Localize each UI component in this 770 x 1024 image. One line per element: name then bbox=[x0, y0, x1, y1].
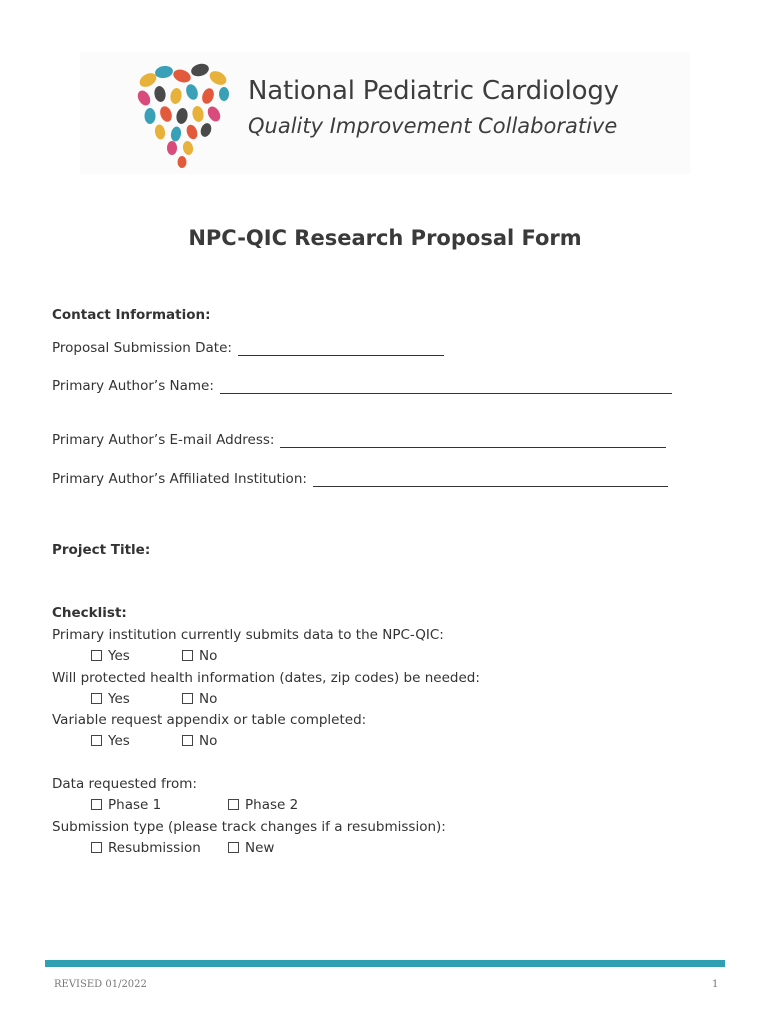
logo-title: National Pediatric Cardiology bbox=[248, 76, 619, 106]
checklist-question-3: Variable request appendix or table completed: bbox=[52, 712, 367, 728]
resubmission-label: Resubmission bbox=[108, 840, 201, 856]
data-requested-label: Data requested from: bbox=[52, 776, 197, 792]
phase1-label: Phase 1 bbox=[108, 797, 162, 813]
phase1-checkbox[interactable] bbox=[91, 797, 161, 813]
q2-yes-checkbox[interactable] bbox=[91, 691, 130, 707]
submission-date-label: Proposal Submission Date: bbox=[52, 340, 232, 356]
heart-footprints-logo bbox=[130, 58, 236, 168]
checkbox-icon bbox=[91, 735, 102, 746]
checkbox-icon bbox=[91, 799, 102, 810]
checkbox-icon bbox=[182, 735, 193, 746]
revision-date: REVISED 01/2022 bbox=[54, 979, 147, 990]
checklist-question-1: Primary institution currently submits data to the NPC-QIC: bbox=[52, 627, 444, 643]
form-title: NPC-QIC Research Proposal Form bbox=[188, 226, 582, 250]
author-email-input[interactable] bbox=[280, 434, 666, 448]
author-name-field bbox=[52, 378, 672, 394]
footer-divider bbox=[45, 960, 725, 967]
q2-no-label: No bbox=[199, 691, 218, 707]
checkbox-icon bbox=[91, 693, 102, 704]
q1-no-checkbox[interactable] bbox=[182, 648, 217, 664]
q3-yes-checkbox[interactable] bbox=[91, 733, 130, 749]
q1-no-label: No bbox=[199, 648, 218, 664]
phase2-checkbox[interactable] bbox=[228, 797, 298, 813]
header-logo bbox=[80, 52, 690, 174]
checklist-question-2: Will protected health information (dates, zip codes) be needed: bbox=[52, 670, 480, 686]
phase2-label: Phase 2 bbox=[245, 797, 299, 813]
page-number: 1 bbox=[712, 979, 719, 990]
q3-yes-label: Yes bbox=[108, 733, 130, 749]
author-email-field bbox=[52, 432, 666, 448]
project-title-label: Project Title: bbox=[52, 542, 151, 558]
submission-date-field bbox=[52, 340, 444, 356]
submission-type-label: Submission type (please track changes if a resubmission): bbox=[52, 819, 446, 835]
author-name-label: Primary Author’s Name: bbox=[52, 378, 214, 394]
author-institution-label: Primary Author’s Affiliated Institution: bbox=[52, 471, 307, 487]
submission-date-input[interactable] bbox=[238, 342, 444, 356]
author-email-label: Primary Author’s E-mail Address: bbox=[52, 432, 275, 448]
contact-heading: Contact Information: bbox=[52, 307, 211, 323]
author-institution-field bbox=[52, 471, 668, 487]
checkbox-icon bbox=[228, 799, 239, 810]
author-institution-input[interactable] bbox=[313, 473, 668, 487]
q3-no-label: No bbox=[199, 733, 218, 749]
q2-yes-label: Yes bbox=[108, 691, 130, 707]
logo-subtitle: Quality Improvement Collaborative bbox=[248, 114, 618, 138]
q3-no-checkbox[interactable] bbox=[182, 733, 217, 749]
checkbox-icon bbox=[91, 842, 102, 853]
author-name-input[interactable] bbox=[220, 380, 672, 394]
new-checkbox[interactable] bbox=[228, 840, 274, 856]
new-label: New bbox=[245, 840, 275, 856]
checkbox-icon bbox=[182, 650, 193, 661]
q1-yes-label: Yes bbox=[108, 648, 130, 664]
checkbox-icon bbox=[182, 693, 193, 704]
checklist-heading: Checklist: bbox=[52, 605, 127, 621]
checkbox-icon bbox=[91, 650, 102, 661]
checkbox-icon bbox=[228, 842, 239, 853]
q1-yes-checkbox[interactable] bbox=[91, 648, 130, 664]
q2-no-checkbox[interactable] bbox=[182, 691, 217, 707]
resubmission-checkbox[interactable] bbox=[91, 840, 201, 856]
